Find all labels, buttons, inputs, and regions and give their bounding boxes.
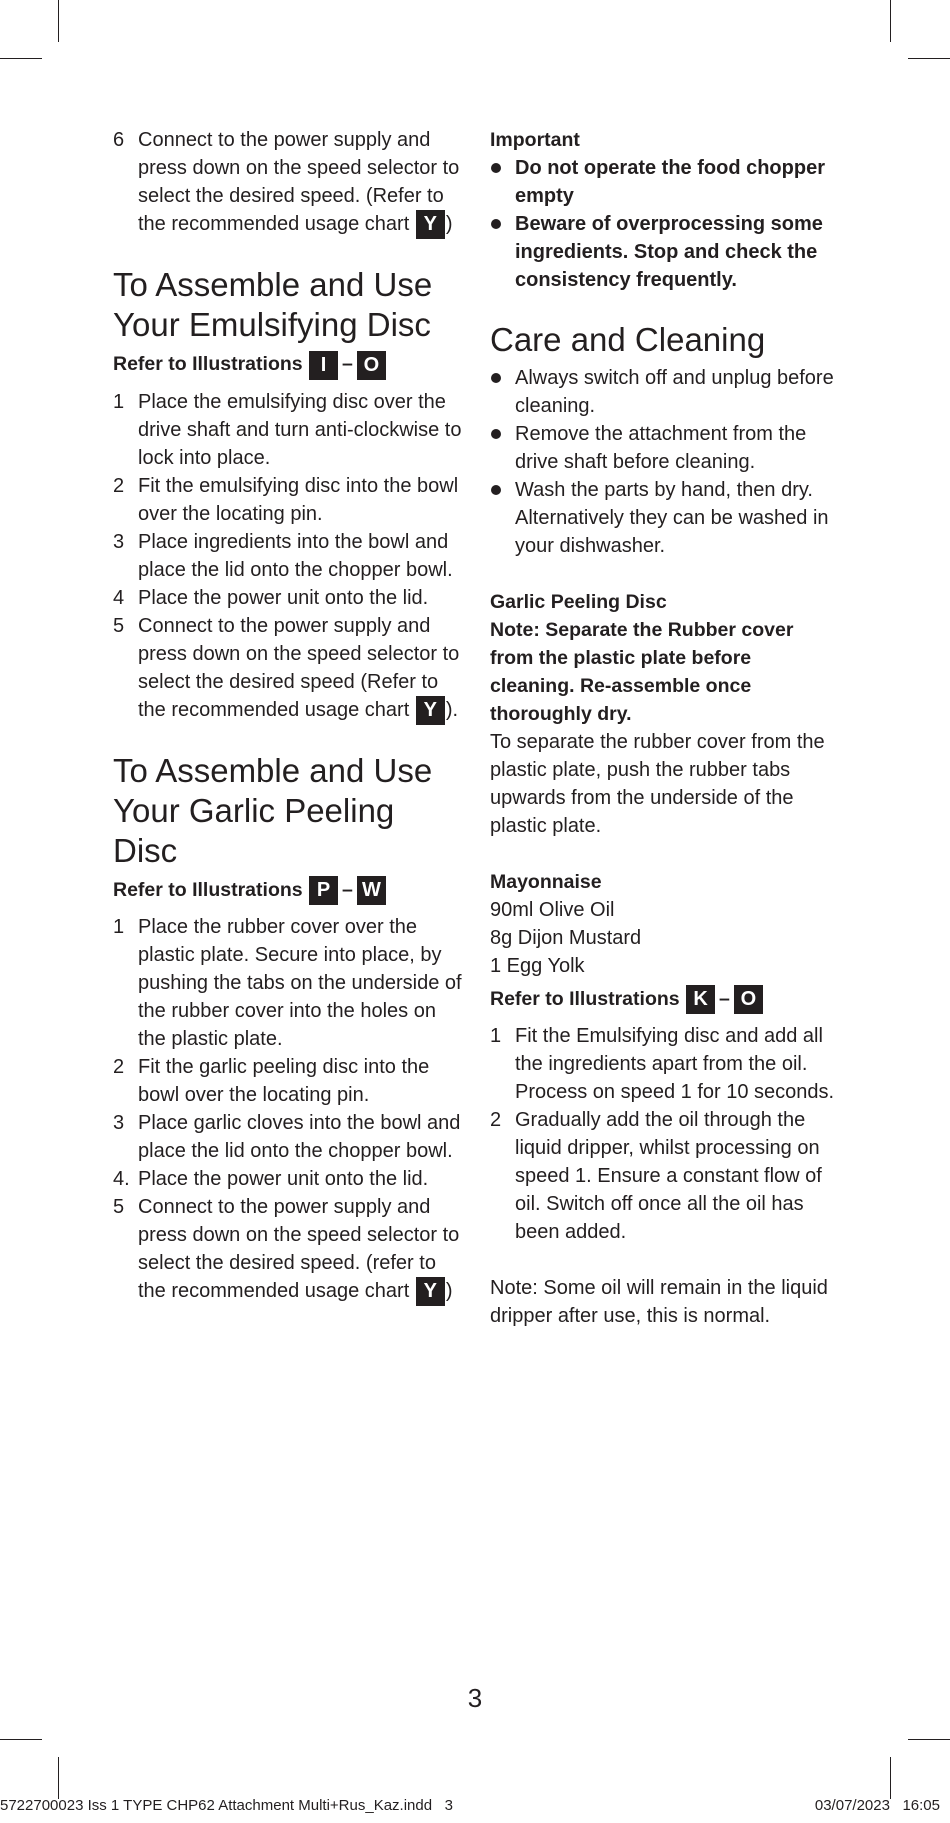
bullet-text: Wash the parts by hand, then dry. Alternatively they can be washed in your dishwasher. <box>515 479 829 557</box>
bullet-text: Always switch off and unplug before cleaning. <box>515 367 834 417</box>
bullet-icon <box>491 429 501 439</box>
illustration-badge: P <box>309 876 338 905</box>
crop-mark <box>0 1739 42 1740</box>
emulsifying-steps <box>113 388 463 725</box>
illustration-reference <box>113 349 463 379</box>
list-item <box>490 210 835 294</box>
crop-mark <box>908 58 950 59</box>
list-item <box>113 1109 463 1165</box>
page-number: 3 <box>467 1683 483 1713</box>
mayonnaise-steps <box>490 1022 835 1246</box>
ref-dash: – <box>342 878 353 901</box>
bullet-icon <box>491 373 501 383</box>
step-number: 4. <box>113 1168 130 1191</box>
illustration-badge: O <box>734 985 763 1014</box>
bullet-icon <box>491 163 501 173</box>
step-text: Fit the Emulsifying disc and add all the ingredients apart from the oil. Process on speed 1 for 10 seconds. <box>515 1025 835 1104</box>
step-text: Place ingredients into the bowl and place the lid onto the chopper bowl. <box>138 530 453 581</box>
step-number: 3 <box>113 530 125 553</box>
important-list <box>490 154 835 294</box>
garlic-disc-title: Garlic Peeling Disc <box>490 591 667 613</box>
list-item <box>490 1022 835 1106</box>
step-text: Place the power unit onto the lid. <box>138 1168 429 1191</box>
list-item <box>490 420 835 476</box>
list-item <box>490 1106 835 1246</box>
list-item <box>113 1053 463 1109</box>
ref-label: Refer to Illustrations <box>490 988 680 1010</box>
step-number: 5 <box>113 614 125 637</box>
section-heading-garlic: To Assemble and Use Your Garlic Peeling Disc <box>113 751 433 869</box>
step-text-end: ) <box>445 213 453 235</box>
list-item <box>113 1193 463 1306</box>
list-item <box>113 472 463 528</box>
list-item <box>113 528 463 584</box>
illustration-badge: K <box>686 985 715 1014</box>
bullet-text: Beware of overprocessing some ingredients. Stop and check the consistency frequently. <box>515 213 823 291</box>
important-title: Important <box>490 129 580 151</box>
step-text: Place garlic cloves into the bowl and place the lid onto the chopper bowl. <box>138 1112 461 1163</box>
step-number: 6 <box>113 129 125 151</box>
illustration-badge: Y <box>416 210 445 239</box>
crop-mark <box>890 0 891 42</box>
right-column <box>490 126 835 1330</box>
mayonnaise-note: Note: Some oil will remain in the liquid dripper after use, this is normal. <box>490 1277 828 1328</box>
step-text: Connect to the power supply and press down on the speed selector to select the desired speed (Refer to the recommended usage chart <box>138 614 460 721</box>
intro-step-list <box>113 126 463 239</box>
list-item <box>113 913 463 1053</box>
illustration-badge: Y <box>416 1277 445 1306</box>
ref-dash: – <box>719 988 730 1010</box>
ref-label: Refer to Illustrations <box>113 878 303 901</box>
step-number: 1 <box>490 1025 502 1048</box>
list-item <box>113 584 463 612</box>
ingredient: 90ml Olive Oil <box>490 899 615 921</box>
illustration-badge: O <box>357 351 386 380</box>
illustration-badge: Y <box>416 696 445 725</box>
step-text-end: ). <box>445 698 459 721</box>
step-text: Gradually add the oil through the liquid dripper, whilst processing on speed 1. Ensure a constant flow of oil. Switch off once all the oil has been added. <box>515 1109 822 1244</box>
step-number: 2 <box>113 474 125 497</box>
care-list <box>490 364 835 560</box>
step-text: Place the emulsifying disc over the drive shaft and turn anti-clockwise to lock into place. <box>138 390 462 469</box>
list-item <box>490 476 835 560</box>
illustration-reference <box>490 984 835 1014</box>
garlic-steps <box>113 913 463 1306</box>
step-number: 2 <box>113 1056 125 1079</box>
list-item <box>490 364 835 420</box>
step-text: Connect to the power supply and press down on the speed selector to select the desired speed. (Refer to the recommended usage chart <box>138 129 460 235</box>
bullet-text: Remove the attachment from the drive shaft before cleaning. <box>515 423 807 473</box>
step-text: Connect to the power supply and press down on the speed selector to select the desired speed. (refer to the recommended usage chart <box>138 1196 460 1303</box>
list-item <box>113 388 463 472</box>
step-text: Fit the emulsifying disc into the bowl over the locating pin. <box>138 474 459 525</box>
step-number: 3 <box>113 1112 125 1135</box>
crop-mark <box>890 1757 891 1799</box>
ref-label: Refer to Illustrations <box>113 353 303 376</box>
step-number: 1 <box>113 390 125 413</box>
illustration-badge: W <box>357 876 386 905</box>
ref-dash: – <box>342 353 353 376</box>
step-text-end: ) <box>445 1280 453 1303</box>
bullet-icon <box>491 219 501 229</box>
list-item <box>490 154 835 210</box>
step-number: 4 <box>113 586 125 609</box>
step-number: 5 <box>113 1196 125 1219</box>
bullet-icon <box>491 485 501 495</box>
illustration-reference <box>113 875 463 905</box>
ingredient: 8g Dijon Mustard <box>490 927 642 949</box>
left-column <box>113 126 463 1306</box>
step-number: 2 <box>490 1109 502 1132</box>
footer-file-slug: 5722700023 Iss 1 TYPE CHP62 Attachment Multi+Rus_Kaz.indd 3 <box>0 1797 453 1814</box>
step-text: Fit the garlic peeling disc into the bowl over the locating pin. <box>138 1056 430 1107</box>
garlic-disc-note: Note: Separate the Rubber cover from the plastic plate before cleaning. Re-assemble once thoroughly dry. <box>490 619 794 725</box>
crop-mark <box>908 1739 950 1740</box>
illustration-badge: I <box>309 351 338 380</box>
bullet-text: Do not operate the food chopper empty <box>515 157 825 207</box>
section-heading-emulsifying: To Assemble and Use Your Emulsifying Disc <box>113 266 433 344</box>
list-item <box>113 1165 463 1193</box>
step-text: Place the power unit onto the lid. <box>138 586 429 609</box>
crop-mark <box>0 58 42 59</box>
step-number: 1 <box>113 916 125 939</box>
list-item <box>113 612 463 725</box>
crop-mark <box>58 0 59 42</box>
step-text: Place the rubber cover over the plastic plate. Secure into place, by pushing the tabs on the underside of the rubber cover into the holes on the plastic plate. <box>138 916 462 1051</box>
ingredient: 1 Egg Yolk <box>490 955 585 977</box>
list-item <box>113 126 463 239</box>
footer-date-time: 03/07/2023 16:05 <box>814 1797 940 1814</box>
mayonnaise-title: Mayonnaise <box>490 871 602 893</box>
crop-mark <box>58 1757 59 1799</box>
section-heading-care: Care and Cleaning <box>490 321 766 358</box>
garlic-disc-text: To separate the rubber cover from the plastic plate, push the rubber tabs upwards from the underside of the plastic plate. <box>490 731 825 837</box>
